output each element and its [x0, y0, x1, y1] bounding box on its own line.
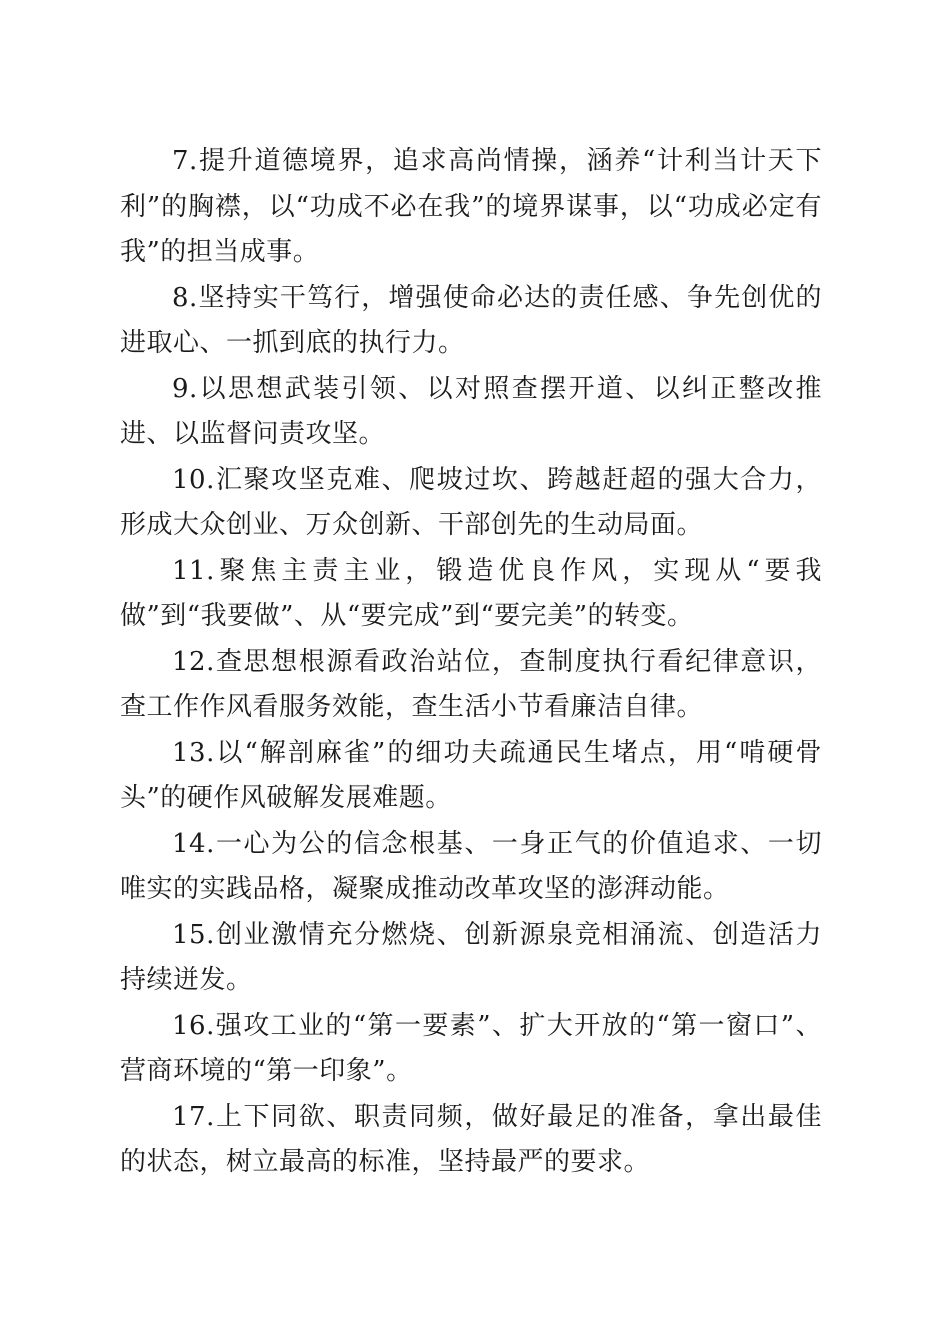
paragraph-number: 16.: [172, 1010, 215, 1041]
paragraph-text: 聚焦主责主业，锻造优良作风，实现从“要我做”到“我要做”、从“要完成”到“要完美”的转变。: [120, 555, 822, 631]
paragraph-text: 一心为公的信念根基、一身正气的价值追求、一切唯实的实践品格，凝聚成推动改革攻坚的澎湃动能。: [120, 828, 822, 904]
paragraph-number: 15.: [172, 919, 215, 950]
paragraph-text: 以思想武装引领、以对照查摆开道、以纠正整改推进、以监督问责攻坚。: [120, 373, 822, 449]
paragraph-number: 8.: [172, 282, 198, 313]
paragraph-text: 提升道德境界，追求高尚情操，涵养“计利当计天下利”的胸襟，以“功成不必在我”的境界谋事，以“功成必定有我”的担当成事。: [120, 146, 822, 267]
paragraph-9: [120, 367, 822, 458]
paragraph-14: [120, 822, 822, 913]
paragraph-17: [120, 1095, 822, 1186]
paragraph-7: [120, 139, 822, 276]
paragraph-number: 17.: [172, 1101, 215, 1132]
paragraph-number: 11.: [172, 555, 215, 586]
paragraph-15: [120, 913, 822, 1004]
paragraph-10: [120, 458, 822, 549]
document-body: [120, 139, 822, 1186]
paragraph-text: 汇聚攻坚克难、爬坡过坎、跨越赶超的强大合力，形成大众创业、万众创新、干部创先的生动局面。: [120, 464, 822, 540]
paragraph-number: 12.: [172, 646, 215, 677]
paragraph-number: 7.: [172, 146, 198, 176]
paragraph-text: 查思想根源看政治站位，查制度执行看纪律意识，查工作作风看服务效能，查生活小节看廉洁自律。: [120, 646, 822, 722]
paragraph-8: [120, 276, 822, 367]
paragraph-16: [120, 1004, 822, 1095]
paragraph-number: 9.: [172, 373, 198, 404]
paragraph-number: 13.: [172, 737, 215, 768]
paragraph-text: 以“解剖麻雀”的细功夫疏通民生堵点，用“啃硬骨头”的硬作风破解发展难题。: [120, 737, 822, 813]
paragraph-text: 强攻工业的“第一要素”、扩大开放的“第一窗口”、营商环境的“第一印象”。: [120, 1010, 822, 1086]
paragraph-number: 14.: [172, 828, 215, 859]
paragraph-text: 坚持实干笃行，增强使命必达的责任感、争先创优的进取心、一抓到底的执行力。: [120, 282, 822, 358]
paragraph-11: [120, 549, 822, 640]
paragraph-text: 上下同欲、职责同频，做好最足的准备，拿出最佳的状态，树立最高的标准，坚持最严的要求。: [120, 1101, 822, 1177]
paragraph-number: 10.: [172, 464, 215, 495]
paragraph-12: [120, 640, 822, 731]
paragraph-13: [120, 731, 822, 822]
paragraph-text: 创业激情充分燃烧、创新源泉竞相涌流、创造活力持续迸发。: [120, 919, 822, 995]
